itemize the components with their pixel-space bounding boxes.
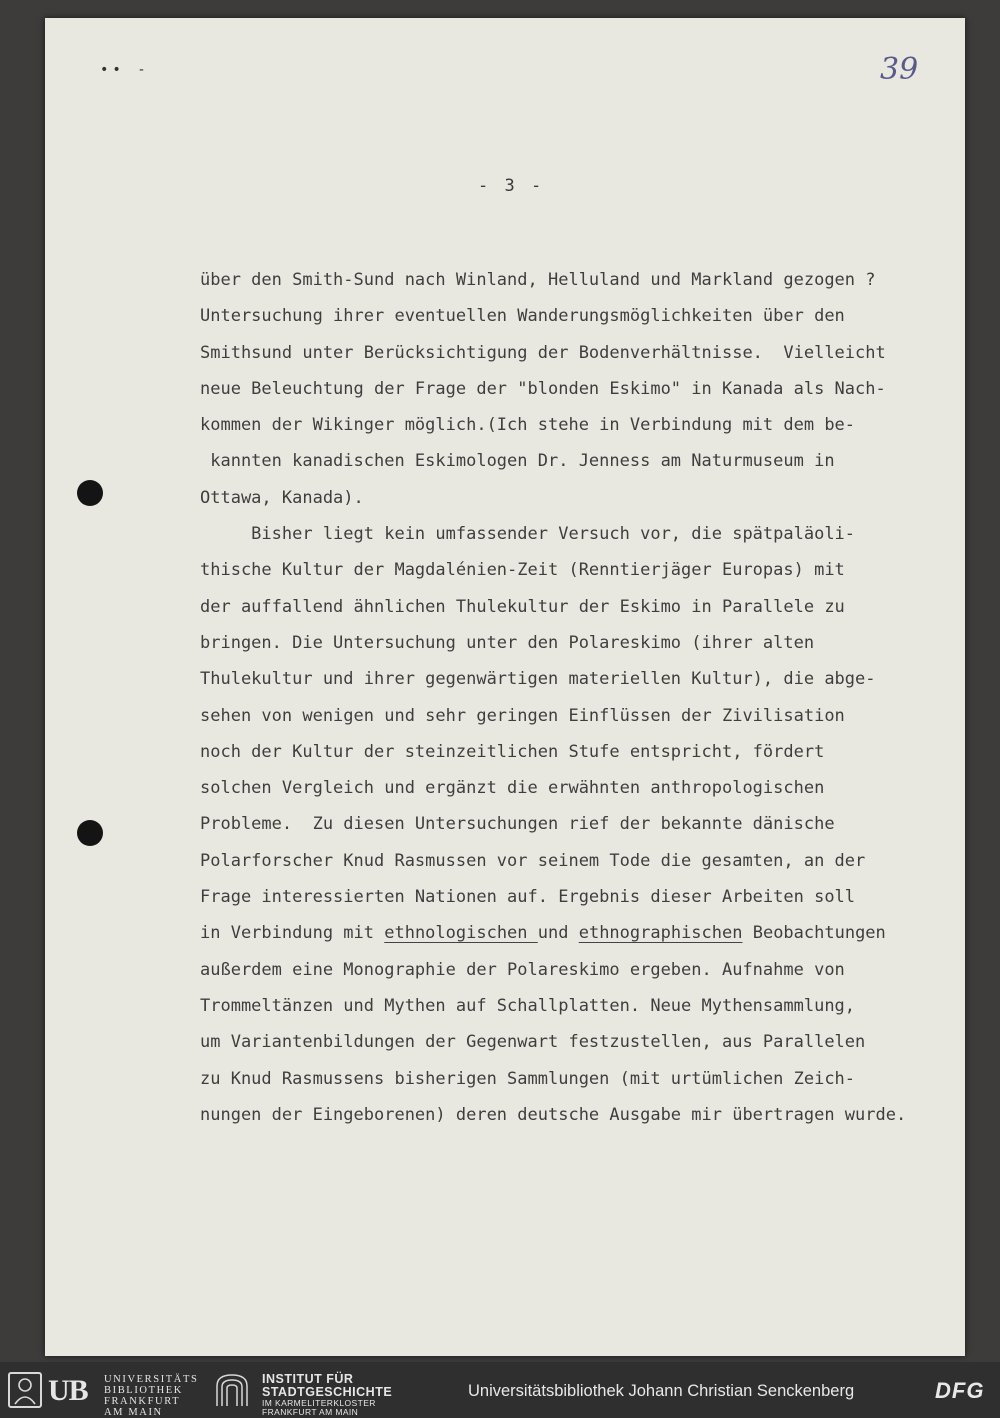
text-line: Ottawa, Kanada). (200, 487, 364, 508)
typed-text-body (200, 262, 940, 1133)
text-line: nungen der Eingeborenen) deren deutsche Ausgabe mir übertragen wurde. (200, 1104, 907, 1125)
text-line: zu Knud Rasmussens bisherigen Sammlungen (mit urtümlichen Zeich- (200, 1068, 856, 1089)
text-line: Polarforscher Knud Rasmussen vor seinem Tode die gesamten, an der (200, 850, 866, 871)
text-line: thische Kultur der Magdalénien-Zeit (Renntierjäger Europas) mit (200, 560, 845, 581)
text-line: kannten kanadischen Eskimologen Dr. Jenness am Naturmuseum in (200, 451, 835, 472)
punch-hole-lower (77, 820, 103, 846)
underlined-word-ethnologischen: ethnologischen (384, 923, 538, 944)
text-segment: Beobachtungen (742, 923, 886, 944)
footer-bar (0, 1362, 1000, 1418)
text-line: außerdem eine Monographie der Polareskimo ergeben. Aufnahme von (200, 959, 845, 980)
ifs-logo[interactable] (214, 1372, 404, 1417)
ub-letters: UB (48, 1374, 88, 1407)
text-line: Probleme. Zu diesen Untersuchungen rief der bekannte dänische (200, 814, 835, 835)
text-line: Bisher liegt kein umfassender Versuch vor, die spätpaläoli- (200, 524, 856, 545)
ub-line: FRANKFURT AM MAIN (104, 1396, 181, 1418)
dfg-logo[interactable]: DFG (935, 1378, 985, 1403)
text-line: solchen Vergleich und ergänzt die erwähnten anthropologischen (200, 778, 825, 799)
ifs-name (262, 1373, 392, 1417)
ifs-line: IM KARMELITERKLOSTER (262, 1398, 376, 1408)
text-line: Trommeltänzen und Mythen auf Schallplatten. Neue Mythensammlung, (200, 995, 856, 1016)
ub-name (104, 1374, 203, 1418)
page-number: - 3 - (478, 176, 545, 196)
footer-title[interactable]: Universitätsbibliothek Johann Christian Senckenberg (468, 1382, 855, 1400)
text-line: Frage interessierten Nationen auf. Ergebnis dieser Arbeiten soll (200, 887, 856, 908)
punch-hole-upper (77, 480, 103, 506)
text-line: kommen der Wikinger möglich.(Ich stehe in Verbindung mit dem be- (200, 415, 856, 436)
text-line: Thulekultur und ihrer gegenwärtigen materiellen Kultur), die abge- (200, 669, 876, 690)
text-line: bringen. Die Untersuchung unter den Polareskimo (ihrer alten (200, 632, 815, 653)
text-segment: und (537, 923, 579, 944)
text-line: Smithsund unter Berücksichtigung der Bodenverhältnisse. Vielleicht (200, 342, 886, 363)
text-line: noch der Kultur der steinzeitlichen Stufe entspricht, fördert (200, 741, 825, 762)
text-segment: in Verbindung mit (200, 923, 385, 944)
portrait-icon (8, 1372, 42, 1408)
ifs-line: INSTITUT FÜR (262, 1372, 354, 1386)
text-line: über den Smith-Sund nach Winland, Helluland und Markland gezogen ? (200, 270, 876, 290)
arch-icon (214, 1372, 250, 1408)
ub-line: UNIVERSITÄTS (104, 1374, 199, 1385)
text-line: sehen von wenigen und sehr geringen Einflüssen der Zivilisation (200, 705, 845, 726)
ub-line: BIBLIOTHEK (104, 1385, 183, 1396)
text-line: Untersuchung ihrer eventuellen Wanderungsmöglichkeiten über den (200, 306, 845, 327)
folio-number: 39 (880, 52, 919, 87)
ub-logo[interactable] (8, 1372, 203, 1418)
text-line: um Variantenbildungen der Gegenwart festzustellen, aus Parallelen (200, 1032, 866, 1053)
text-line-underlined (200, 915, 940, 951)
text-line: neue Beleuchtung der Frage der "blonden Eskimo" in Kanada als Nach- (200, 378, 886, 399)
ifs-line: FRANKFURT AM MAIN (262, 1407, 359, 1417)
corner-marks: •• - (100, 62, 150, 78)
underlined-word-ethnographischen: ethnographischen (578, 923, 743, 944)
ifs-line: STADTGESCHICHTE (262, 1385, 393, 1399)
text-line: der auffallend ähnlichen Thulekultur der Eskimo in Parallele zu (200, 596, 845, 617)
